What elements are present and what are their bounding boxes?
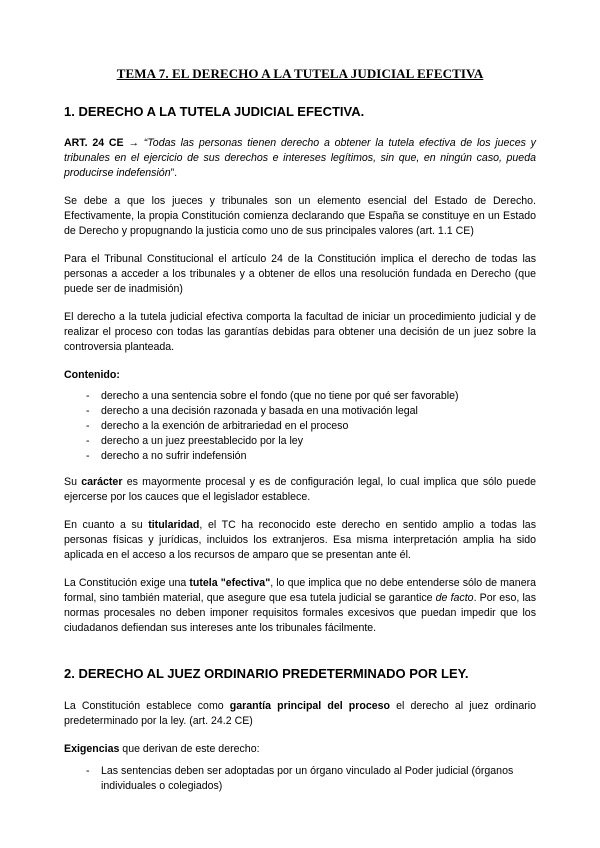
section-2-heading: 2. DERECHO AL JUEZ ORDINARIO PREDETERMINADO POR LEY. <box>64 666 469 681</box>
paragraph: El derecho a la tutela judicial efectiva comporta la facultad de iniciar un procedimiento judicial y de realizar el proceso con todas las garantías debidas para obtener una decisión de un juez sobre la controversia planteada. <box>64 311 536 353</box>
section-1-heading: 1. DERECHO A LA TUTELA JUDICIAL EFECTIVA. <box>64 104 365 119</box>
text-run: , el TC ha reconocido este derecho en sentido amplio a todas las personas físicas y jurídicas, incluidos los extranjeros. Esa misma interpretación amplia ha sido aplicada en el acceso a los recursos de amparo que se presentan ante él. <box>64 519 536 561</box>
list-item <box>64 764 536 794</box>
list-item <box>64 404 536 419</box>
arrow-glyph: → <box>123 137 144 149</box>
list-item <box>64 419 536 434</box>
contenido-label-text: Contenido: <box>64 369 120 381</box>
dash-bullet: - <box>86 450 90 462</box>
paragraph: Se debe a que los jueces y tribunales son un elemento esencial del Estado de Derecho. Efectivamente, la propia Constitución comienza declarando que España se constituye en un Estado de Derecho y propugnando la justicia como uno de sus principales valores (art. 1.1 CE) <box>64 195 536 237</box>
exigencias-list <box>64 764 536 794</box>
contenido-label <box>64 368 536 383</box>
dash-bullet: - <box>86 405 90 417</box>
text-run: , lo que implica que no debe entenderse sólo de manera formal, sino también material, que asegure que esa tutela judicial se garantice <box>64 577 537 604</box>
list-item-text: derecho a no sufrir indefensión <box>101 450 247 462</box>
dash-bullet: - <box>86 765 90 777</box>
text-run: es mayormente procesal y es de configuración legal, lo cual implica que sólo puede ejercerse por los cauces que el legislador establece. <box>64 476 536 503</box>
article-label: ART. 24 CE <box>64 137 124 149</box>
tutela-term: tutela "efectiva" <box>189 577 271 589</box>
text-run: La Constitución establece como <box>64 700 230 712</box>
text-run: En cuanto a su <box>64 519 149 531</box>
list-item <box>64 449 536 464</box>
garantia-term: garantía principal del proceso <box>229 700 390 712</box>
dash-bullet: - <box>86 420 90 432</box>
list-item-text: derecho a la exención de arbitrariedad en el proceso <box>101 420 349 432</box>
list-item-text: derecho a un juez preestablecido por la ley <box>101 435 304 447</box>
de-facto-term: de facto <box>435 592 474 604</box>
article-quote-text: “Todas las personas tienen derecho a obtener la tutela efectiva de los jueces y tribunales en el ejercicio de sus derechos e intereses legítimos, sin que, en ningún caso, pueda producirse indefensión <box>64 137 536 179</box>
document-title: TEMA 7. EL DERECHO A LA TUTELA JUDICIAL EFECTIVA <box>116 66 484 81</box>
paragraph: Para el Tribunal Constitucional el artículo 24 de la Constitución implica el derecho de todas las personas a acceder a los tribunales y a obtener de ellos una resolución fundada en Derecho (que puede ser de inadmisión) <box>64 253 536 295</box>
caracter-paragraph <box>64 475 536 505</box>
exigencias-term: Exigencias <box>64 743 120 755</box>
text-run: . Por eso, las normas procesales no deben imponer requisitos formales excesivos que puedan impedir que los ciudadanos defiendan sus intereses ante los tribunales fácilmente. <box>64 592 536 634</box>
caracter-term: carácter <box>81 476 123 488</box>
article-quote-end: ”. <box>170 167 178 179</box>
titularidad-paragraph <box>64 518 536 563</box>
list-item-text: derecho a una sentencia sobre el fondo (que no tiene por qué ser favorable) <box>101 390 459 402</box>
list-item <box>64 389 536 404</box>
list-item <box>64 434 536 449</box>
text-run: Su <box>64 476 82 488</box>
text-run: que derivan de este derecho: <box>119 743 260 755</box>
contenido-list <box>64 389 536 464</box>
list-item-text: derecho a una decisión razonada y basada en una motivación legal <box>101 405 418 417</box>
titularidad-term: titularidad <box>148 519 200 531</box>
tutela-paragraph <box>64 576 536 636</box>
list-item-text: Las sentencias deben ser adoptadas por un órgano vinculado al Poder judicial (órganos individuales o colegiados) <box>101 765 514 792</box>
text-run: La Constitución exige una <box>64 577 190 589</box>
dash-bullet: - <box>86 390 90 402</box>
article-quote <box>64 136 536 181</box>
dash-bullet: - <box>86 435 90 447</box>
text-run: el derecho al juez ordinario predeterminado por la ley. (art. 24.2 CE) <box>64 700 536 727</box>
exigencias-paragraph <box>64 742 536 757</box>
juez-paragraph <box>64 699 536 729</box>
